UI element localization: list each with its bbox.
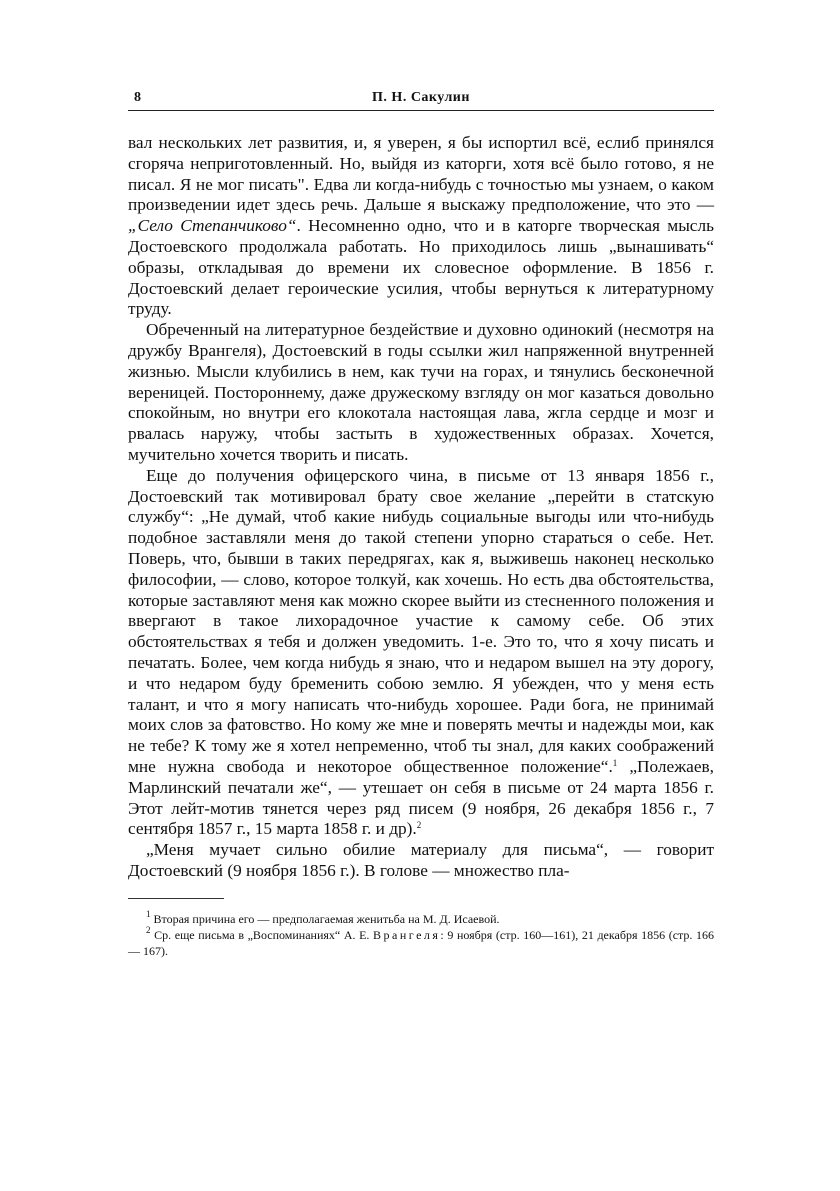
footnote-divider xyxy=(128,898,224,899)
paragraph-3 xyxy=(128,466,714,840)
page-number: 8 xyxy=(134,90,142,105)
paragraph-1-text-a: вал нескольких лет развития, и, я уверен, я бы испортил всё, еслиб принялся сгоряча неприготовленный. Но, выйдя из каторги, хотя всё было готово, я не писал. Я не мог писать". Едва ли когда-нибудь с точностью мы узнаем, о каком произведении идет здесь речь. Дальше я выскажу предположение, что это — xyxy=(128,133,714,215)
paragraph-3-text-b: „Полежаев, Марлинский печатали же“, — утешает он себя в письме от 24 марта 1856 г. Этот лейт-мотив тянется через ряд писем (9 ноября, 26 декабря 1856 г., 7 сентября 1857 г., 15 марта 1858 г. и др). xyxy=(128,756,714,839)
footnote-1-mark: 1 xyxy=(146,908,151,919)
footnote-ref-2: 2 xyxy=(416,820,422,831)
footnote-2 xyxy=(128,924,715,959)
footnote-1-text: Вторая причина его — предполагаемая женитьба на М. Д. Исаевой. xyxy=(153,911,500,926)
paragraph-2: Обреченный на литературное бездействие и духовно одинокий (несмотря на дружбу Врангеля), Достоевский в годы ссылки жил напряженной внутренней жизнью. Мысли клубились в нем, как тучи на горах, и тянулись бесконечной вереницей. Постороннему, даже дружескому взгляду он мог казаться довольно спокойным, но внутри его клокотала настоящая лава, жгла сердце и мозг и рвалась наружу, чтобы застыть в художественных образах. Хочется, мучительно хочется творить и писать. xyxy=(128,320,714,464)
footnote-2-text-b: : 9 ноября (стр. 160—161), 21 декабря 1856 (стр. 166 — 167). xyxy=(128,927,715,958)
running-head: П. Н. Сакулин xyxy=(372,90,470,105)
paragraph-1 xyxy=(128,133,714,320)
paragraph-3-text-a: Еще до получения офицерского чина, в письме от 13 января 1856 г., Достоевский так мотивировал брату свое желание „перейти в статскую службу“: „Не думай, чтоб какие нибудь социальные выгоды или что-нибудь подобное заставляли меня до такой степени упорно стараться о себе. Нет. Поверь, что, бывши в таких передрягах, как я, выживешь наконец несколько философии, — слово, которое толкуй, как хочешь. Но есть два обстоятельства, которые заставляют меня как можно скорее выйти из стесненного положения и ввергают в такое лихорадочное участие к самому себе. Об этих обстоятельствах я тебя и должен уведомить. 1-е. Это то, что я хочу писать и печатать. Более, чем когда нибудь я знаю, что и недаром вышел на эту дорогу, и что недаром буду бременить собою землю. Я убежден, что у меня есть талант, и что я могу написать что-нибудь хорошее. Ради бога, не принимай моих слов за фатовство. Но кому же мне и поверять мечты и надежды мои, как не тебе? К тому же я хотел непременно, чтоб ты знал, для каких соображений мне нужна свобода и некоторое общественное положение“. xyxy=(128,465,714,776)
footnote-2-mark: 2 xyxy=(146,924,151,935)
paragraph-1-text-b: . Несомненно одно, что и в каторге творческая мысль Достоевского продолжала работать. Но приходилось лишь „вынашивать“ образы, откладывая до времени их словесное оформление. В 1856 г. Достоевский делает героические усилия, чтобы вернуться к литературному труду. xyxy=(128,216,714,319)
footnote-ref-1: 1 xyxy=(612,757,618,768)
footnote-1 xyxy=(128,908,714,927)
footnotes xyxy=(128,908,715,959)
page-header xyxy=(128,84,714,111)
footnote-2-author: Врангеля xyxy=(373,927,441,942)
work-title: „Село Степанчиково“ xyxy=(128,216,297,236)
main-text xyxy=(128,133,714,882)
paragraph-4: „Меня мучает сильно обилие материалу для письма“, — говорит Достоевский (9 ноября 1856 г.). В голове — множество пла- xyxy=(128,840,714,880)
footnote-2-text-a: Ср. еще письма в „Воспоминаниях“ А. Е. xyxy=(154,927,374,942)
book-page xyxy=(128,84,714,959)
